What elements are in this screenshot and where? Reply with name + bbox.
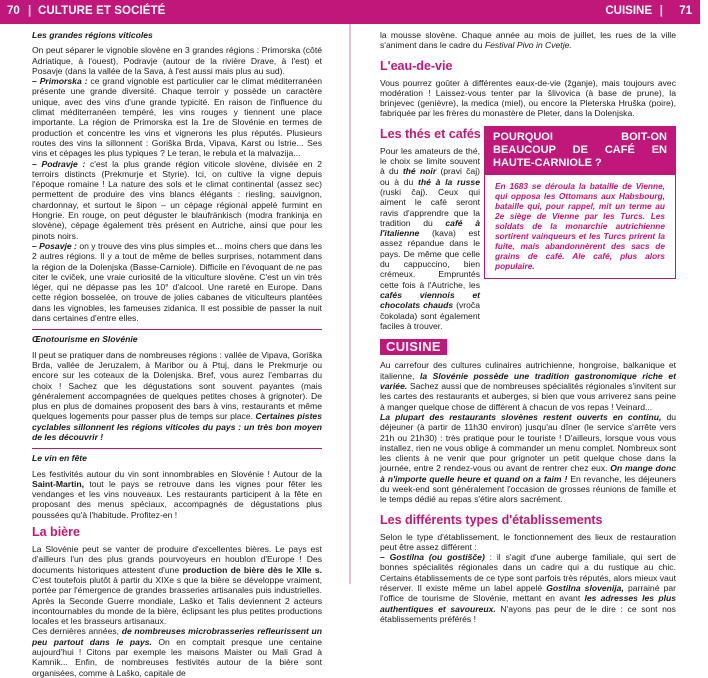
sidebar-box-coffee <box>484 126 676 279</box>
emphasis: café à l'italienne <box>380 217 480 239</box>
text: c'est la plus grande région viticole slovène, divisée en 2 terroirs distincts (Prekmurje et Styrie). Ici, on cultive la vigne depuis l'époque romaine ! La nature des sols et le climat continental (assez sec) permettent de produire des vins blancs élégants : riesling, sauvignon, chardonnay, et surtout le šipon – un cépage régional appelé furmint en Hongrie. En rouge, on peut déguster le blaufränkisch (modra frankinja en slovène), cépage également très présent en Autriche, ainsi que pour les pinots noirs. <box>32 158 322 241</box>
box-title: POURQUOI BOIT-ON BEAUCOUP DE CAFÉ EN HAUTE-CARNIOLE ? <box>485 127 675 175</box>
left-column <box>32 30 322 678</box>
page-header <box>0 0 700 24</box>
text: Sachez aussi que de nombreuses spécialités régionales s'invitent sur les cartes des restaurants et auberges, si bien que vous arriverez sans peine à manger quelque chose de différent à chacun de vos repas ! Veinard... <box>380 381 676 412</box>
right-column <box>380 30 676 624</box>
emphasis: On mange donc à n'importe quelle heure et quand on a faim ! <box>380 463 676 484</box>
text: On en comptait presque une centaine aujourd'hui ! Citons par exemple les maisons Maister ou Mali Grad à Kamnik... Enfin, de nombreuses festivités autour de la bière sont organisées, comme à Laško, capitale de <box>32 636 322 678</box>
emphasis: Certaines pistes cyclables sillonnent les régions viticoles du pays : un très bon moyen de les découvrir ! <box>32 411 322 442</box>
paragraph-oenotourism <box>32 350 322 443</box>
paragraph-cuisine-intro <box>380 360 676 411</box>
emphasis: Gostilna slovenija, <box>542 583 624 594</box>
emphasis: thé à la russe <box>413 176 480 187</box>
header-separator-right: | <box>659 5 663 17</box>
paragraph-brandy: Vous pourrez goûter à différentes eaux-de-vie (žganje), mais toujours avec modération ! Laissez-vous tenter par la šlivovica (à base de prune), la brinjevec (genièvre), la medica (miel), ou encore la Pleterska Hruška (poire), fabriquée par les frères du monastère de Pleter, dans la Dolenjska. <box>380 77 676 119</box>
text: Au carrefour des cultures culinaires autrichienne, hongroise, balkanique et italienne, <box>380 360 676 381</box>
heading-tea-coffee: Les thés et cafés <box>380 126 481 141</box>
right-page-number: 71 <box>679 5 692 17</box>
subheading-wine-festival: Le vin en fête <box>32 453 87 464</box>
emphasis: la Slovénie possède une tradition gastronomique riche et variée. <box>380 370 676 392</box>
text: C'est toutefois plutôt à partir du XIXe s que la bière se développe vraiment, portée par l'émergence de grandes brasseries artisanales puis industrielles. Après la Seconde Guerre mondiale, Laško et Talis deviennent 2 acteurs incontournables du monde de la bière, éclipsant les plus petites productions locales et les brasseurs artisanaux. <box>32 574 322 627</box>
text: Pour les amateurs de thé, le choix se limite souvent à du <box>380 145 480 177</box>
paragraph-microbreweries <box>32 626 322 677</box>
text: parrainé par l'office de tourisme de Slovénie, mettant en avant <box>380 583 676 604</box>
box-body: En 1683 se déroula la bataille de Vienne, qui opposa les Ottomans aux Habsbourg, bataille qui, pour rappel, mit un terme au 2e siège de Vienne par les Turcs. Les soldats de la monarchie autrichienne sortirent vainqueurs et les Turcs prirent la fuite, mais abandonnèrent des sacs de grains de café. Ale café, plus alors populaire. <box>495 180 665 271</box>
paragraph-cuisine-hours <box>380 412 676 505</box>
text: Ces dernières années, <box>32 626 120 637</box>
emphasis: La plupart des restaurants slovènes restent ouverts en continu, <box>380 411 662 422</box>
paragraph-establishments: Selon le type d'établissement, le fonctionnement des lieux de restauration peut être assez différent : <box>380 531 676 552</box>
paragraph-primorska <box>32 76 322 158</box>
subheading-oenotourism: Œnotourisme en Slovénie <box>32 334 138 345</box>
emphasis: de nombreuses microbrasseries refleurissent un peu partout dans le pays. <box>32 626 322 647</box>
paragraph: On peut séparer le vignoble slovène en 3 grandes régions : Primorska (côté Adriatique, à l'ouest), Podravje (autour de la rivière Drave, à l'est) et Posavje (dans la vallée de la Sava, à l'est aussi mais plus au sud). <box>32 45 322 76</box>
left-edge-tab <box>0 133 8 185</box>
divider <box>32 329 322 330</box>
paragraph-festival <box>32 469 322 520</box>
term: (ou gostišče) <box>424 552 485 563</box>
heading-beer: La bière <box>32 525 80 540</box>
text: on y trouve des vins plus simples et... moins chers que dans les 2 autres régions. Il y a tout de même de belles surprises, notamment dans la région de la Dolenjska (Basse-Carniole). Difficile en l'évoquant de ne pas citer le cviček, une vraie curiosité de la viticulture slovène. C'est un vin très léger, qui ne dépasse pas les 10° d'alcool. Une rareté en Europe. Dans cette région bosselée, on trouve de jolies cabanes de viticulteurs plantées dans les vignobles, les fameuses zidanica. Il est possible de passer la nuit dans certaines d'entre elles. <box>32 240 323 324</box>
section-banner-cuisine: CUISINE <box>380 339 447 355</box>
emphasis: thé noir <box>398 166 437 177</box>
right-edge-tab <box>692 133 708 185</box>
text: (kava) est assez répandue dans le pays. De même que celle du cappuccino, bien crémeux. Empruntés cette fois à l'Autriche, les <box>380 228 480 290</box>
text: N'ayons pas peur de le dire : ce sont nos établissements préférés ! <box>380 603 676 624</box>
text: : il s'agit d'une auberge familiale, qui sert de bonnes spécialités régionales dans un cadre qui a du rustique au chic. Certains établissements de ce type sont parfois très réputés, alors mieux vaut réserver. Il existe même un label appelé <box>380 552 677 594</box>
right-section-title: CUISINE <box>605 5 652 17</box>
paragraph-beer <box>32 544 322 626</box>
text: la mousse slovène. Chaque année au mois de juillet, les rues de la ville s'animent dans le cadre du <box>380 30 676 51</box>
text: du déjeuner (à partir de 11h30 environ) jusqu'au dîner (le service s'arrête vers 21h ou 21h30) : très pratique pour le touriste ! D'ailleurs, lorsque vous vous installez, rien ne vous oblige à commander un menu complet. Nombreux sont les clients à ne venir que pour grignoter un petit quelque chose dans la journée, entre 2 rendez-vous ou avant de rentrer chez eux. <box>380 411 677 474</box>
text: (vroča čokolada) sont également faciles à trouver. <box>380 300 481 331</box>
subheading-wine-regions: Les grandes régions viticoles <box>32 30 153 40</box>
paragraph-gostilna <box>380 552 676 624</box>
emphasis: production de bière dès le XIIe s. <box>179 564 322 575</box>
paragraph-podravje <box>32 159 322 241</box>
heading-establishments: Les différents types d'établissements <box>380 512 603 527</box>
text: ce grand vignoble est particulier car le climat méditerranéen présente une grande diversité. Chaque terroir y possède un caractère unique, avec des vins d'une grande typicité. En raison de l'influence du climat méditerranéen tempéré, les vins rouges y tiennent une place importante. La région de Primorska est la 1re de Slovénie en termes de production et concentre les vins et vignerons les plus réputés. Plusieurs routes des vins la sillonnent : Goriška Brda, Vipava, Karst ou Istrie... Ses vins et cépages les plus typiques ? Le teran, le rebula et la malvazija... <box>32 76 322 159</box>
term: – Primorska : <box>32 76 88 87</box>
paragraph-posavje <box>32 241 322 323</box>
term: – Gostilna <box>380 552 425 563</box>
paragraph-tea-coffee <box>380 146 480 331</box>
header-separator-left: | <box>28 5 32 17</box>
text: tout le pays se retrouve dans les vignes pour fêter les vendanges et les vins nouveaux. Les restaurants participent à la fête en proposant des menus spéciaux, accompagnés de dégustations plus poussées qu'à l'habitude. Profitez-en ! <box>32 478 322 520</box>
emphasis: Saint-Martin, <box>32 478 85 489</box>
emphasis: les adresses les plus authentiques et savoureux. <box>380 593 676 614</box>
heading-brandy: L'eau-de-vie <box>380 58 453 73</box>
text: Les festivités autour du vin sont innombrables en Slovénie ! Autour de la <box>32 468 322 479</box>
term: – Podravje : <box>32 158 86 169</box>
text: (ruski čaj). Ceux qui aiment le café seront ravis d'apprendre que la tradition du <box>380 186 480 228</box>
left-section-title: CULTURE ET SOCIÉTÉ <box>38 5 166 17</box>
page-gutter <box>349 24 351 584</box>
text: (pravi čaj) ou à du <box>380 166 480 187</box>
emphasis: Festival Pivo in Cvetje. <box>482 40 572 51</box>
text: La Slovénie peut se vanter de produire d'excellentes bières. Le pays est d'ailleurs l'un des plus grands pourvoyeurs en houblon d'Europe ! Des documents historiques attestent d'une <box>32 544 322 575</box>
divider <box>32 448 322 449</box>
left-page-number: 70 <box>7 5 20 17</box>
text: En revanche, les déjeuners du week-end sont généralement l'occasion de grosses réunions de famille et le temps dédié au repas s'étire alors sacrément. <box>380 473 676 505</box>
paragraph-continued <box>380 30 676 51</box>
text: Il peut se pratiquer dans de nombreuses régions : vallée de Vipava, Goriška Brda, vallée de Jeruzalem, à Maribor ou à Ptuj, dans le Prekmurje ou encore sur les coteaux de la Dolenjska. Bref, vous aurez l'embarras du choix ! Sachez que les dégustations sont souvent payantes (mais généralement accompagnées de quelques petites choses à grignoter). De plus en plus de domaines proposent des bars à vins, restaurants et même quelques logements pour passer plus de temps sur place. <box>32 349 322 422</box>
term: – Posavje : <box>32 240 77 251</box>
emphasis: cafés viennois et chocolats chauds <box>380 289 480 311</box>
